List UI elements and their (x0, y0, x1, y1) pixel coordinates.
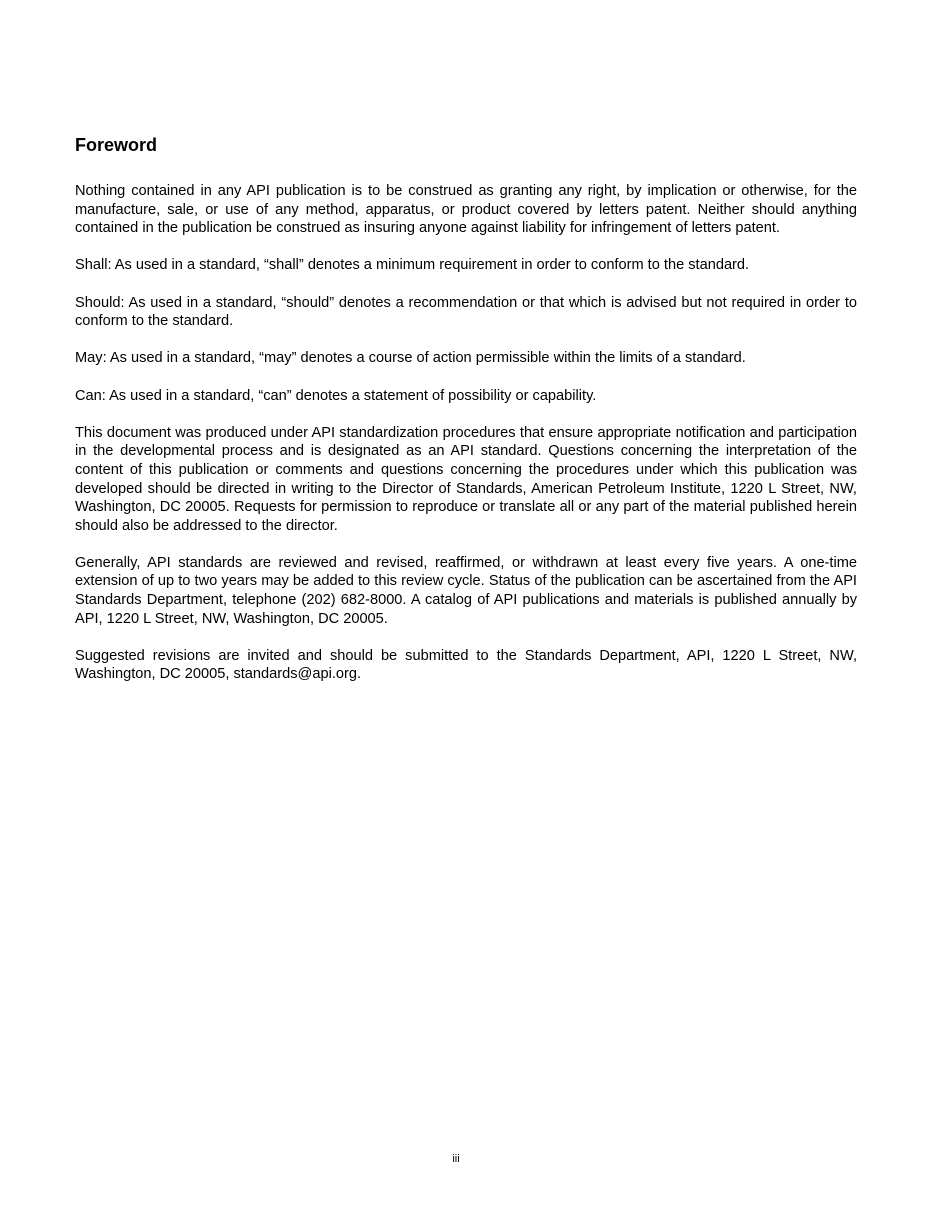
paragraph-patent-disclaimer: Nothing contained in any API publication is to be construed as granting any right, by implication or otherwise, for the manufacture, sale, or use of any method, apparatus, or product covered by letters patent. Neither should anything contained in the publication be construed as insuring anyone against liability for infringement of letters patent. (75, 183, 857, 237)
paragraph-review-cycle: Generally, API standards are reviewed and revised, reaffirmed, or withdrawn at least every five years. A one-time extension of up to two years may be added to this review cycle. Status of the publication can be ascertained from the API Standards Department, telephone (202) 682-8000. A catalog of API publications and materials is published annually by API, 1220 L Street, NW, Washington, DC 20005. (75, 554, 857, 627)
paragraph-may-definition: May: As used in a standard, “may” denotes a course of action permissible within the limits of a standard. (75, 350, 746, 367)
foreword-section (75, 134, 857, 703)
paragraph-standardization-procedures: This document was produced under API standardization procedures that ensure appropriate notification and participation in the developmental process and is designated as an API standard. Questions concerning the interpretation of the content of this publication or comments and questions concerning the procedures under which this publication was developed should be directed in writing to the Director of Standards, American Petroleum Institute, 1220 L Street, NW, Washington, DC 20005. Requests for permission to reproduce or translate all or any part of the material published herein should also be addressed to the director. (75, 424, 857, 534)
paragraph-should-definition: Should: As used in a standard, “should” denotes a recommendation or that which is advised but not required in order to conform to the standard. (75, 294, 857, 330)
paragraph-shall-definition: Shall: As used in a standard, “shall” denotes a minimum requirement in order to conform to the standard. (75, 257, 750, 274)
paragraph-can-definition: Can: As used in a standard, “can” denotes a statement of possibility or capability. (75, 387, 597, 404)
page-title: Foreword (75, 135, 158, 155)
page-number: iii (452, 1153, 460, 1165)
paragraph-suggested-revisions: Suggested revisions are invited and should be submitted to the Standards Department, API, 1220 L Street, NW, Washington, DC 20005, standards@api.org. (75, 647, 857, 683)
